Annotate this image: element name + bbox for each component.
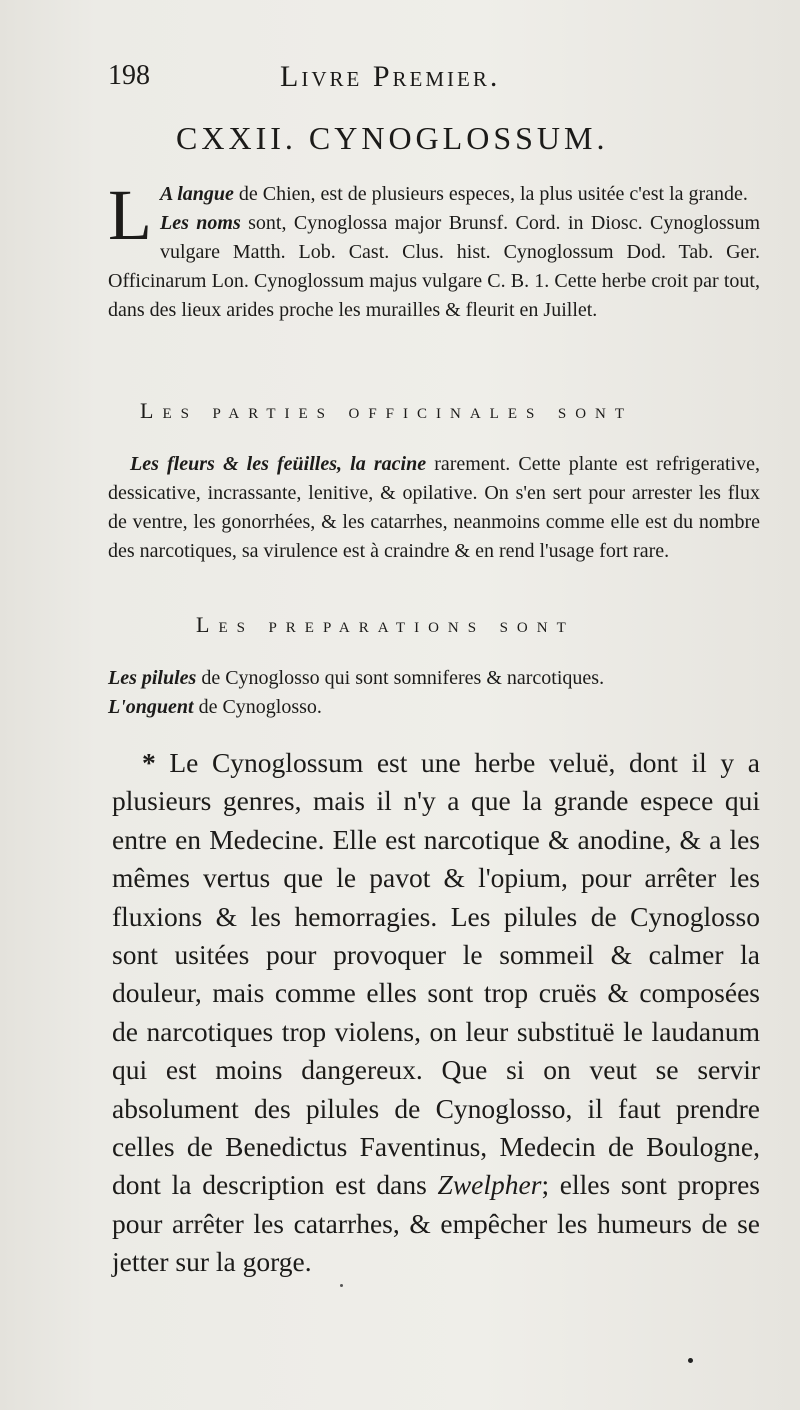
officinales-text: rarement. Cette plante est refrigerative, dessicative, incrassante, lenitive, & opilative. On s'en sert pour arrester les flux de ventre, les gonorrhées, & les catarrhes, neanmoins comme elle est du nombre des narcotiques, sa virulence est à craindre & en rend l'usage fort rare. [108, 453, 760, 562]
officinales-italic: Les fleurs & les feüilles, la racine [130, 453, 427, 475]
preparation-item [108, 664, 760, 693]
section-heading-preparations: Les preparations sont [196, 612, 575, 637]
commentary-paragraph [112, 744, 760, 1282]
intro-paragraph [108, 175, 760, 325]
preparation-item-italic: Les pilules [108, 667, 197, 689]
running-title: Livre Premier. [280, 60, 501, 93]
commentary-text-end: ; elles sont propres pour arrêter les catarrhes, & empêcher les humeurs de se jetter sur la gorge. [112, 1169, 760, 1278]
commentary-note [112, 744, 760, 1282]
note-asterisk: * [142, 747, 156, 778]
drop-cap: L [108, 175, 152, 255]
preparation-item-text: de Cynoglosso. [193, 696, 322, 718]
intro-lead-italic: A langue [159, 183, 234, 205]
intro-lead [108, 180, 760, 209]
section-heading-officinales: Les parties officinales sont [140, 398, 634, 423]
ink-speck [688, 1358, 693, 1363]
intro-names [108, 209, 760, 325]
commentary-italic: Zwelpher [437, 1169, 542, 1201]
preparation-item [108, 693, 760, 722]
intro-names-italic: Les noms [159, 212, 241, 234]
intro-lead-text: de Chien, est de plusieurs especes, la plus usitée c'est la grande. [233, 183, 748, 205]
ink-speck [340, 1284, 343, 1287]
officinales-paragraph [108, 450, 760, 566]
section-officinales [108, 450, 760, 566]
chapter-title: CXXII. CYNOGLOSSUM. [176, 120, 609, 156]
commentary-text: Le Cynoglossum est une herbe veluë, dont il y a plusieurs genres, mais il n'y a que la grande espece qui entre en Medecine. Elle est narcotique & anodine, & a les mêmes vertus que le pavot & l'opium, pour arrêter les fluxions & les hemorragies. Les pilules de Cynoglosso sont usitées pour provoquer le sommeil & calmer la douleur, mais comme elles sont trop cruës & composées de narcotiques trop violens, on leur substituë le laudanum qui est moins dangereux. Que si on veut se servir absolument des pilules de Cynoglosso, il faut prendre celles de Benedictus Faventinus, Medecin de Boulogne, dont la description est dans [112, 747, 760, 1201]
preparation-item-italic: L'onguent [108, 696, 194, 718]
section-preparations [108, 664, 760, 722]
preparation-item-text: de Cynoglosso qui sont somniferes & narcotiques. [196, 667, 605, 689]
page-header [108, 60, 758, 100]
intro-names-text: sont, Cynoglossa major Brunsf. Cord. in Diosc. Cynoglossum vulgare Matth. Lob. Cast. Clus. hist. Cynoglossum Dod. Tab. Ger. Officinarum Lon. Cynoglossum majus vulgare C. B. 1. Cette herbe croit par tout, dans des lieux arides proche les murailles & fleurit en Juillet. [108, 212, 760, 321]
page-number: 198 [108, 60, 150, 91]
